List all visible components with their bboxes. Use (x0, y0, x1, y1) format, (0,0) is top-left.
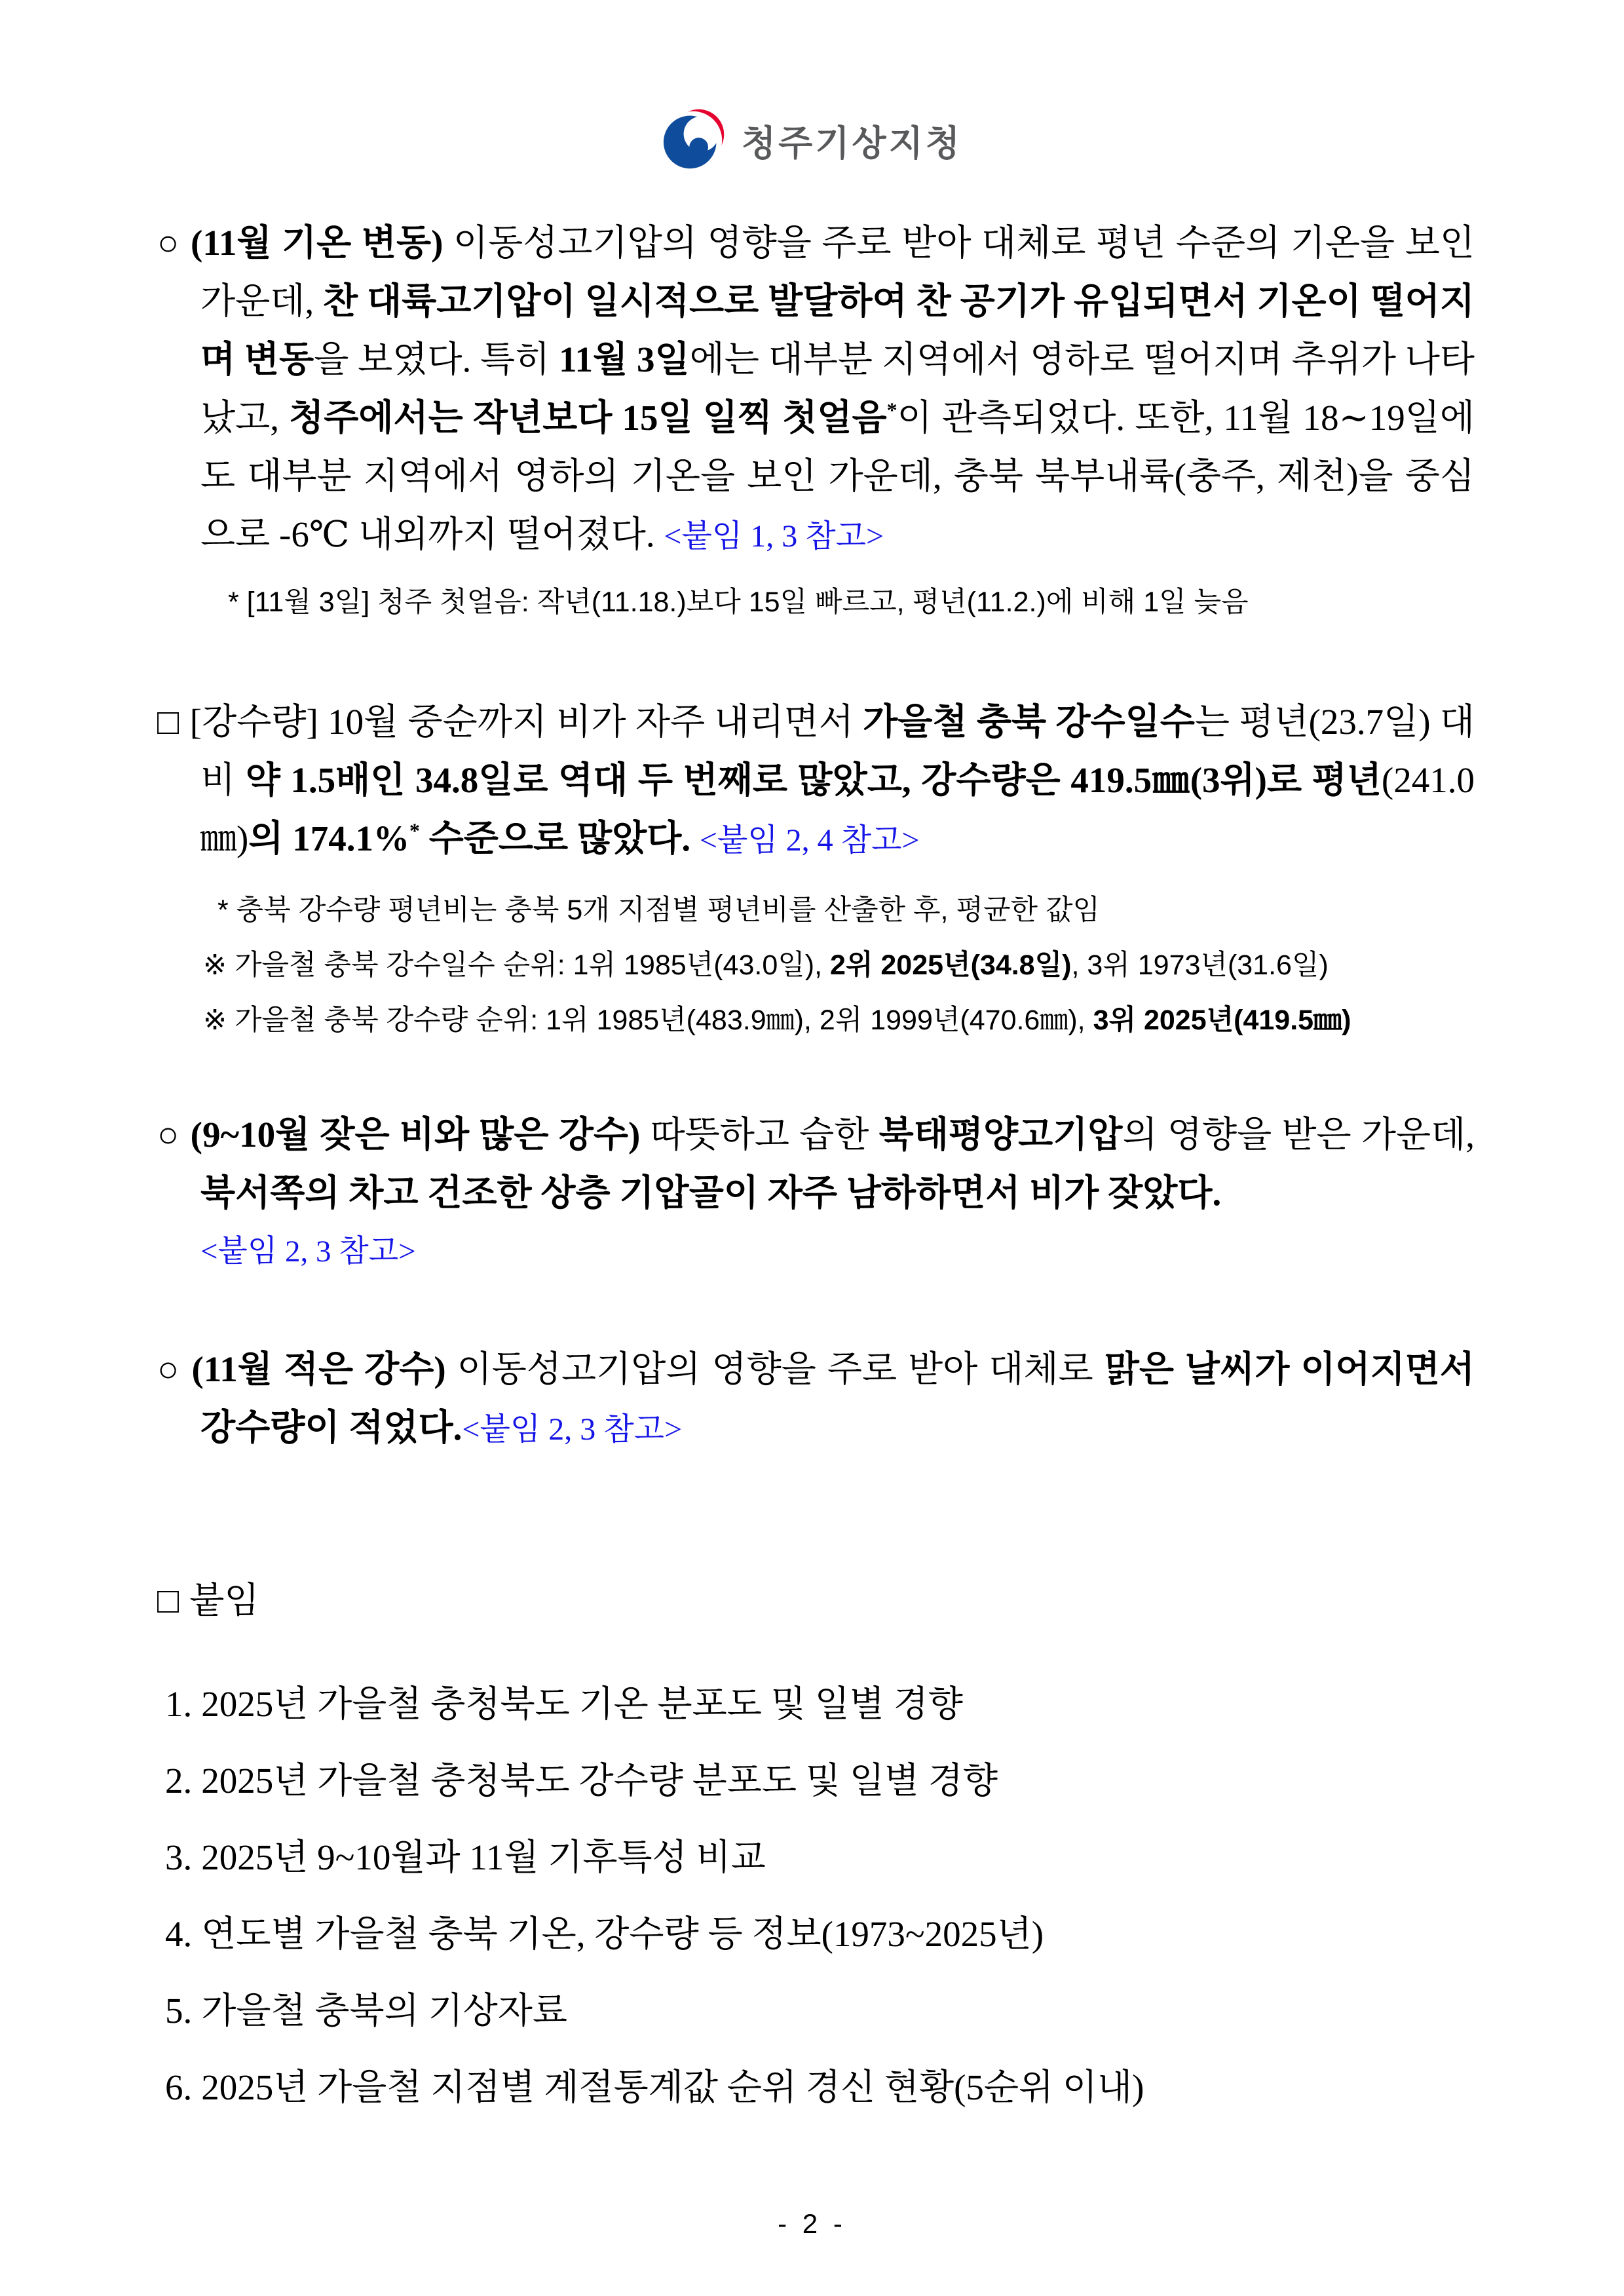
footnote-rainfall-rank: ※ 가을철 충북 강수량 순위: 1위 1985년(483.9㎜), 2위 1999년(470.6㎜), 3위 2025년(419.5㎜) (203, 1004, 1351, 1036)
footnote-asterisk: * (886, 398, 897, 422)
circle-bullet-marker: ○ (157, 1115, 180, 1155)
square-bullet-marker: □ (157, 1580, 179, 1620)
document-header (0, 0, 1624, 172)
paragraph-sep-oct-rain: ○ (9~10월 잦은 비와 많은 강수) 따뜻하고 습한 북태평양고기압의 영향을 받은 가운데, 북서쪽의 차고 건조한 상층 기압골이 자주 남하하면서 비가 잦았다. (157, 1115, 1475, 1213)
document-body (157, 214, 1475, 2126)
paragraph-november-rain: ○ (11월 적은 강수) 이동성고기압의 영향을 주로 받아 대체로 맑은 날씨가 이어지면서 강수량이 적었다.<붙임 2, 3 참고> (157, 1349, 1475, 1447)
square-bullet-marker: □ (157, 702, 179, 742)
attachment-reference: <붙임 2, 3 참고> (200, 1234, 416, 1269)
paragraph-lead-bold: (11월 기온 변동) (191, 223, 444, 263)
footnote-precip-normal-ratio: * 충북 강수량 평년비는 충북 5개 지점별 평년비를 산출한 후, 평균한 값임 (217, 894, 1101, 926)
attachment-reference: <붙임 2, 3 참고> (462, 1412, 683, 1447)
attachment-item: 5. 가을철 충북의 기상자료 (165, 1991, 568, 2031)
footnote-first-ice: * [11월 3일] 청주 첫얼음: 작년(11.18.)보다 15일 빠르고, 평년(11.2.)에 비해 1일 늦음 (228, 586, 1249, 618)
korea-government-taegeuk-emblem-icon (662, 109, 725, 172)
attachment-item: 1. 2025년 가을철 충청북도 기온 분포도 및 일별 경향 (165, 1684, 963, 1724)
attachment-item: 2. 2025년 가을철 충청북도 강수량 분포도 및 일별 경향 (165, 1761, 998, 1801)
footnote-rain-days-rank: ※ 가을철 충북 강수일수 순위: 1위 1985년(43.0일), 2위 2025년(34.8일), 3위 1973년(31.6일) (203, 949, 1329, 981)
page-number: - 2 - (778, 2208, 846, 2239)
circle-bullet-marker: ○ (157, 223, 181, 263)
attachment-item: 3. 2025년 9~10월과 11월 기후특성 비교 (165, 1837, 766, 1877)
attachment-reference: <붙임 1, 3 참고> (664, 519, 884, 554)
paragraph-november-temperature: ○ (11월 기온 변동) 이동성고기압의 영향을 주로 받아 대체로 평년 수준의 기온을 보인 가운데, 찬 대륙고기압이 일시적으로 발달하여 찬 공기가 유입되면서 기온이 떨어지며 변동을 보였다. 특히 11월 3일에는 대부분 지역에서 영하로 떨어지며 추위가 나타났고, 청주에서는 작년보다 15일 일찍 첫얼음*이 관측되었다. 또한, 11월 18∼19일에도 대부분 지역에서 영하의 기온을 보인 가운데, 충북 북부내륙(충주, 제천)을 중심으로 -6℃ 내외까지 떨어졌다. <붙임 1, 3 참고> (157, 223, 1475, 554)
attachments-heading: □ 붙임 (157, 1580, 259, 1620)
attachment-reference: <붙임 2, 4 참고> (699, 823, 920, 858)
footnote-asterisk: * (409, 819, 420, 843)
circle-bullet-marker: ○ (157, 1349, 181, 1389)
agency-name: 청주기상지청 (742, 123, 962, 163)
attachment-item: 4. 연도별 가을철 충북 기온, 강수량 등 정보(1973~2025년) (165, 1914, 1044, 1954)
paragraph-precipitation: □ [강수량] 10월 중순까지 비가 자주 내리면서 가을철 충북 강수일수는 평년(23.7일) 대비 약 1.5배인 34.8일로 역대 두 번째로 많았고, 강수량은 419.5㎜(3위)로 평년(241.0㎜)의 174.1%* 수준으로 많았다. <붙임 2, 4 참고> (157, 702, 1475, 858)
precipitation-footnotes (157, 883, 1475, 1048)
attachments-list (157, 1666, 1475, 2126)
attachment-item: 6. 2025년 가을철 지점별 계절통계값 순위 경신 현황(5순위 이내) (165, 2067, 1144, 2107)
